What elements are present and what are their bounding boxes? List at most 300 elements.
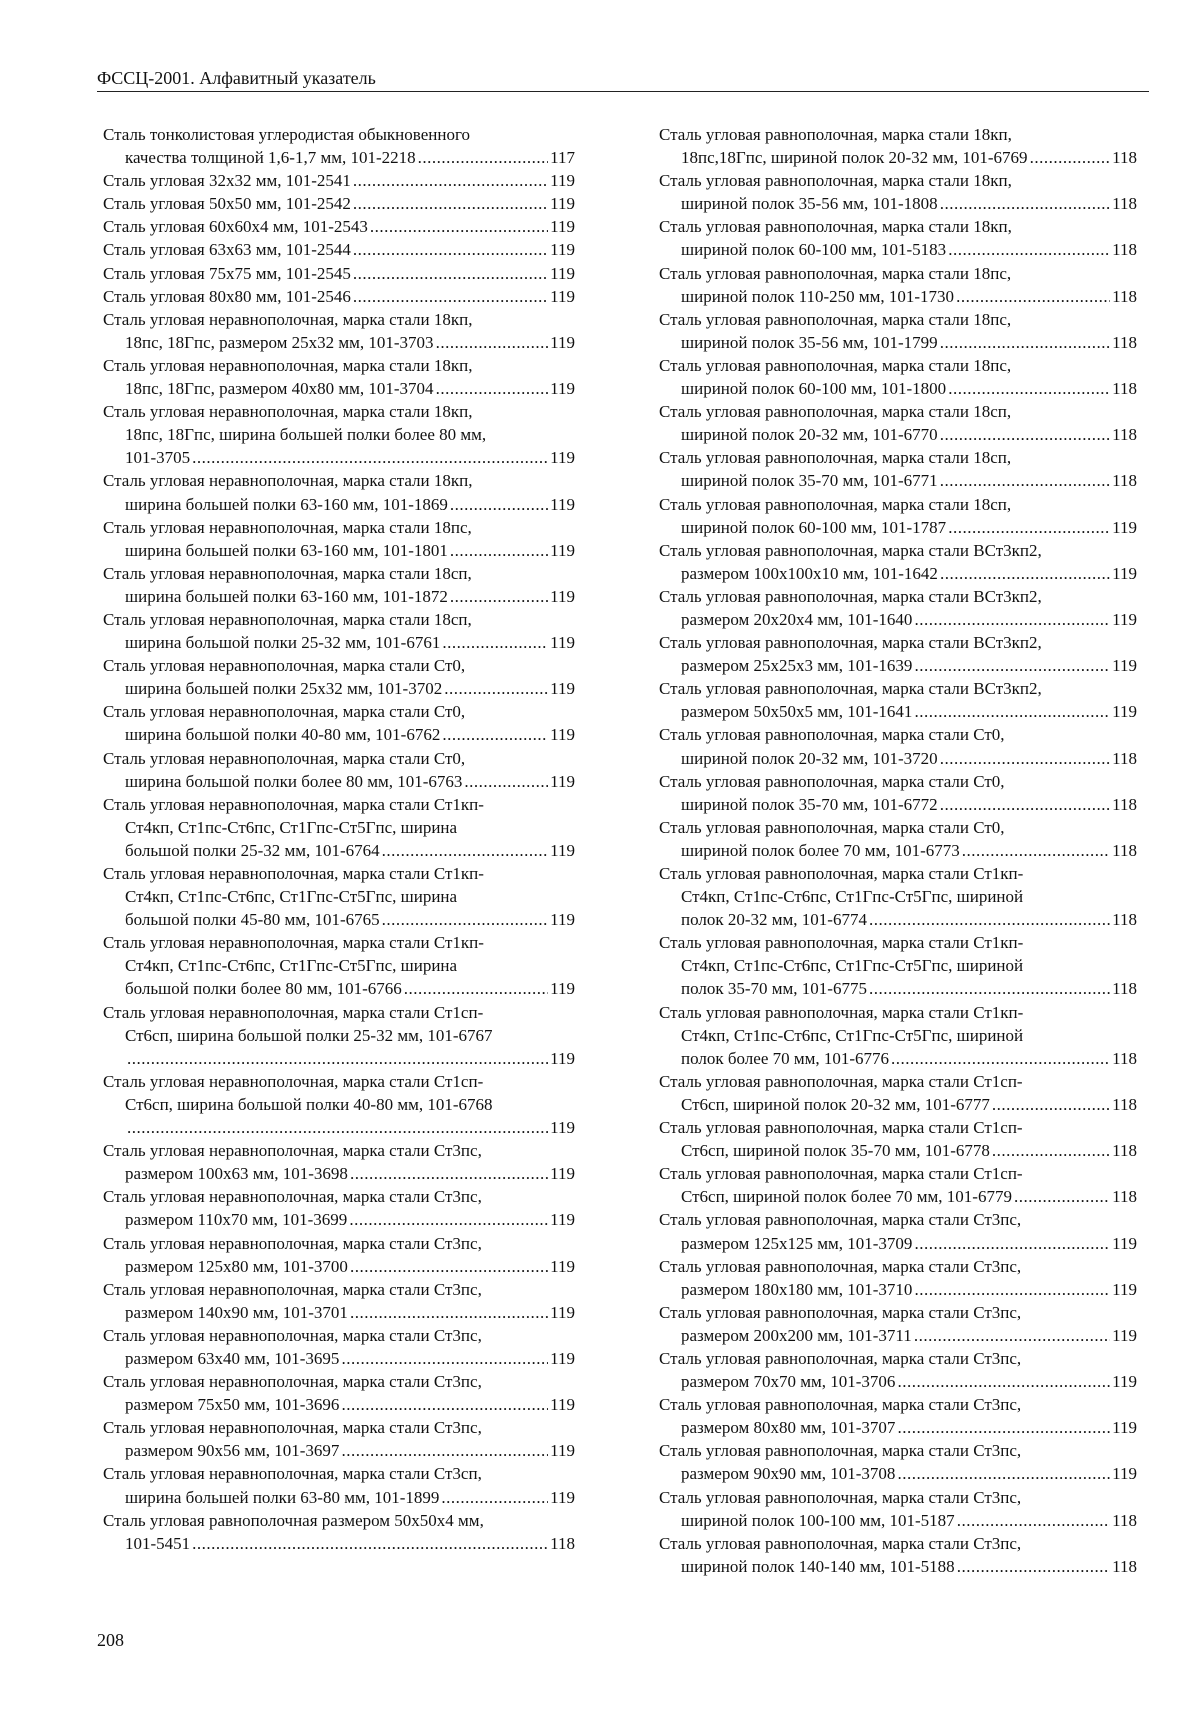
- page-reference: 119: [550, 263, 575, 283]
- index-entry-line: [103, 631, 575, 654]
- index-entry-text: ширина большей полки 63-160 мм, 101-1869: [125, 494, 448, 514]
- index-entry: [103, 1370, 575, 1416]
- dot-leader: [464, 770, 548, 793]
- index-entry-line: [103, 747, 575, 770]
- index-entry-text: Сталь угловая равнополочная, марка стали Ст0,: [659, 817, 1005, 837]
- index-entry-line: [659, 262, 1137, 285]
- index-entry: [659, 862, 1137, 931]
- index-entry: [103, 1509, 575, 1555]
- index-entry-line: [103, 1024, 575, 1047]
- index-entry: [103, 308, 575, 354]
- index-entry-text: Сталь угловая равнополочная, марка стали 18пс,: [659, 309, 1012, 329]
- index-entry-line: [659, 931, 1137, 954]
- page-reference: 119: [550, 286, 575, 306]
- dot-leader: [940, 562, 1110, 585]
- index-entry: [659, 1162, 1137, 1208]
- index-entry-text: Ст6сп, ширина большой полки 25-32 мм, 101-6767: [125, 1025, 493, 1045]
- index-column-right: [659, 123, 1137, 1578]
- index-entry-text: качества толщиной 1,6-1,7 мм, 101-2218: [125, 148, 416, 168]
- page-reference: 119: [550, 771, 575, 791]
- dot-leader: [1030, 146, 1111, 169]
- index-entry-line: [659, 1416, 1137, 1439]
- dot-leader: [1014, 1185, 1110, 1208]
- page-reference: 119: [1112, 609, 1137, 629]
- index-entry-line: [659, 1370, 1137, 1393]
- dot-leader: [192, 1532, 548, 1555]
- index-entry-text: размером 100х63 мм, 101-3698: [125, 1164, 348, 1184]
- index-entry-text: Сталь угловая равнополочная, марка стали Ст0,: [659, 725, 1005, 745]
- dot-leader: [897, 1370, 1110, 1393]
- page-reference: 118: [1112, 840, 1137, 860]
- dot-leader: [382, 908, 548, 931]
- index-entry: [103, 400, 575, 469]
- index-entry-text: Сталь угловая неравнополочная, марка стали Ст3пс,: [103, 1418, 482, 1438]
- index-entry-text: ширина большой полки 25-32 мм, 101-6761: [125, 633, 441, 653]
- index-entry-line: [659, 723, 1137, 746]
- index-entry-text: шириной полок 60-100 мм, 101-1800: [681, 379, 947, 399]
- page-reference: 119: [550, 171, 575, 191]
- index-entry-text: шириной полок более 70 мм, 101-6773: [681, 840, 960, 860]
- index-entry-line: [103, 423, 575, 446]
- index-entry-line: [103, 1370, 575, 1393]
- page-reference: 118: [1112, 240, 1137, 260]
- index-entry-text: шириной полок 35-70 мм, 101-6771: [681, 471, 938, 491]
- index-entry-text: Сталь угловая равнополочная, марка стали 18кп,: [659, 125, 1012, 144]
- dot-leader: [353, 192, 548, 215]
- page-reference: 119: [550, 379, 575, 399]
- index-entry: [659, 1208, 1137, 1254]
- dot-leader: [436, 377, 549, 400]
- index-entry-line: [659, 400, 1137, 423]
- dot-leader: [442, 723, 548, 746]
- page-reference: 118: [1112, 286, 1137, 306]
- index-entry-text: Сталь угловая равнополочная, марка стали 18пс,: [659, 263, 1012, 283]
- index-entry-line: [103, 816, 575, 839]
- index-entry-text: Сталь угловая равнополочная, марка стали ВСт3кп2,: [659, 586, 1042, 606]
- index-entry-line: [103, 308, 575, 331]
- index-entry: [659, 262, 1137, 308]
- index-entry-line: [659, 446, 1137, 469]
- index-entry: [103, 562, 575, 608]
- index-entry-line: [659, 1255, 1137, 1278]
- page-reference: 118: [1112, 1094, 1137, 1114]
- index-entry-text: Сталь угловая неравнополочная, марка стали 18сп,: [103, 563, 472, 583]
- index-entry-text: Ст6сп, шириной полок 20-32 мм, 101-6777: [681, 1094, 990, 1114]
- dot-leader: [957, 1555, 1110, 1578]
- index-entry-line: [103, 770, 575, 793]
- index-entry-text: размером 90х56 мм, 101-3697: [125, 1441, 340, 1461]
- index-entry-text: размером 63х40 мм, 101-3695: [125, 1348, 340, 1368]
- dot-leader: [940, 423, 1110, 446]
- index-entry-line: [103, 839, 575, 862]
- index-entry-line: [103, 562, 575, 585]
- index-entry-line: [103, 862, 575, 885]
- index-entry-text: размером 125х80 мм, 101-3700: [125, 1256, 348, 1276]
- index-entry-text: ширина большой полки 40-80 мм, 101-6762: [125, 725, 441, 745]
- dot-leader: [450, 493, 548, 516]
- page-reference: 119: [550, 1302, 575, 1322]
- index-entry-text: 101-5451: [125, 1533, 191, 1553]
- index-entry-line: [103, 446, 575, 469]
- header-title: ФССЦ-2001. Алфавитный указатель: [97, 68, 376, 88]
- index-entry: [103, 931, 575, 1000]
- index-entry-text: полок более 70 мм, 101-6776: [681, 1048, 890, 1068]
- index-entry-line: [659, 793, 1137, 816]
- index-entry-text: Сталь угловая 60х60х4 мм, 101-2543: [103, 217, 368, 237]
- index-entry-line: [659, 1555, 1137, 1578]
- index-entry-text: размером 125х125 мм, 101-3709: [681, 1233, 913, 1253]
- dot-leader: [914, 1324, 1110, 1347]
- index-entry-line: [659, 539, 1137, 562]
- dot-leader: [962, 839, 1110, 862]
- index-entry-line: [659, 1532, 1137, 1555]
- index-entry-text: Сталь угловая равнополочная, марка стали Ст3пс,: [659, 1395, 1022, 1415]
- index-entry: [659, 169, 1137, 215]
- index-entry: [103, 608, 575, 654]
- index-entry-line: [103, 1324, 575, 1347]
- index-entry-text: Сталь угловая неравнополочная, марка стали Ст3пс,: [103, 1141, 482, 1161]
- index-entry: [103, 192, 575, 215]
- index-entry: [103, 123, 575, 169]
- index-entry-text: Ст4кп, Ст1пс-Ст6пс, Ст1Гпс-Ст5Гпс, ширина: [125, 887, 458, 907]
- index-entry-text: Сталь угловая неравнополочная, марка стали Ст3пс,: [103, 1325, 482, 1345]
- index-entry-text: 101-3705: [125, 448, 191, 468]
- dot-leader: [127, 1116, 548, 1139]
- index-entry-line: [659, 1093, 1137, 1116]
- dot-leader: [897, 1462, 1110, 1485]
- index-entry-text: Сталь угловая равнополочная, марка стали Ст3пс,: [659, 1441, 1022, 1461]
- index-entry-line: [103, 377, 575, 400]
- index-entry: [659, 931, 1137, 1000]
- index-entry: [103, 747, 575, 793]
- index-entry: [659, 400, 1137, 446]
- index-entry-text: Сталь угловая неравнополочная, марка стали Ст1сп-: [103, 1071, 484, 1091]
- index-entry-text: 18пс, 18Гпс, размером 25х32 мм, 101-3703: [125, 332, 434, 352]
- index-entry: [103, 1462, 575, 1508]
- index-entry-line: [659, 677, 1137, 700]
- page-reference: 118: [1112, 1048, 1137, 1068]
- index-entry-line: [659, 1486, 1137, 1509]
- index-entry-line: [659, 377, 1137, 400]
- index-entry-line: [659, 839, 1137, 862]
- index-entry: [103, 1185, 575, 1231]
- index-entry-line: [659, 493, 1137, 516]
- index-entry: [103, 169, 575, 192]
- page-reference: 119: [550, 194, 575, 214]
- page-reference: 119: [550, 494, 575, 514]
- index-entry: [659, 585, 1137, 631]
- index-entry-line: [103, 1070, 575, 1093]
- index-entry: [659, 493, 1137, 539]
- index-entry-text: Ст4кп, Ст1пс-Ст6пс, Ст1Гпс-Ст5Гпс, ширина: [125, 956, 458, 976]
- index-entry: [659, 1001, 1137, 1070]
- index-entry: [659, 723, 1137, 769]
- dot-leader: [442, 631, 548, 654]
- index-entry-line: [103, 1208, 575, 1231]
- index-entry-line: [659, 1185, 1137, 1208]
- index-entry-line: [103, 146, 575, 169]
- index-entry-text: Ст6сп, шириной полок 35-70 мм, 101-6778: [681, 1141, 990, 1161]
- index-entry-text: большой полки 25-32 мм, 101-6764: [125, 840, 380, 860]
- index-entry-text: Сталь угловая равнополочная, марка стали 18сп,: [659, 448, 1012, 468]
- dot-leader: [418, 146, 548, 169]
- index-entry-text: Сталь угловая 80х80 мм, 101-2546: [103, 286, 351, 306]
- dot-leader: [914, 1278, 1110, 1301]
- index-entry: [103, 700, 575, 746]
- page-reference: 118: [1112, 1141, 1137, 1161]
- index-entry-line: [103, 885, 575, 908]
- index-entry-line: [659, 354, 1137, 377]
- index-entry-text: Сталь угловая неравнополочная, марка стали 18кп,: [103, 309, 473, 329]
- page-reference: 118: [1112, 910, 1137, 930]
- dot-leader: [897, 1416, 1110, 1439]
- index-entry: [659, 1070, 1137, 1116]
- page-reference: 119: [1112, 1233, 1137, 1253]
- index-entry: [103, 469, 575, 515]
- page-reference: 118: [1112, 1187, 1137, 1207]
- index-entry-line: [103, 931, 575, 954]
- index-entry-line: [659, 631, 1137, 654]
- page-reference: 119: [1112, 1372, 1137, 1392]
- dot-leader: [869, 908, 1110, 931]
- index-entry-text: размером 140х90 мм, 101-3701: [125, 1302, 348, 1322]
- index-entry-line: [659, 585, 1137, 608]
- index-entry-line: [659, 908, 1137, 931]
- index-entry-text: Сталь угловая равнополочная, марка стали Ст1сп-: [659, 1164, 1023, 1184]
- index-entry-line: [103, 1162, 575, 1185]
- index-entry-line: [659, 331, 1137, 354]
- index-entry-text: Ст6сп, ширина большой полки 40-80 мм, 101-6768: [125, 1094, 493, 1114]
- index-entry-text: Сталь угловая неравнополочная, марка стали 18кп,: [103, 471, 473, 491]
- index-entry-line: [103, 908, 575, 931]
- page-reference: 118: [1112, 425, 1137, 445]
- index-entry: [659, 1439, 1137, 1485]
- index-entry-text: Сталь угловая равнополочная, марка стали 18сп,: [659, 494, 1012, 514]
- index-entry: [103, 262, 575, 285]
- index-entry-line: [103, 608, 575, 631]
- index-entry: [659, 1486, 1137, 1532]
- index-entry-line: [103, 677, 575, 700]
- index-entry-text: Сталь угловая неравнополочная, марка стали Ст0,: [103, 748, 466, 768]
- index-entry: [659, 1393, 1137, 1439]
- index-entry-line: [103, 954, 575, 977]
- page-reference: 119: [550, 217, 575, 237]
- page-reference: 119: [1112, 656, 1137, 676]
- dot-leader: [914, 654, 1110, 677]
- page-reference: 119: [550, 1210, 575, 1230]
- index-entry-text: шириной полок 110-250 мм, 101-1730: [681, 286, 955, 306]
- index-entry-text: шириной полок 60-100 мм, 101-1787: [681, 517, 947, 537]
- page-reference: 119: [550, 1164, 575, 1184]
- index-entry-line: [659, 1047, 1137, 1070]
- index-entry-text: 18пс,18Гпс, шириной полок 20-32 мм, 101-6769: [681, 148, 1028, 168]
- dot-leader: [127, 1047, 548, 1070]
- index-entry-text: Сталь угловая равнополочная, марка стали Ст1сп-: [659, 1071, 1023, 1091]
- dot-leader: [891, 1047, 1110, 1070]
- index-entry-text: полок 35-70 мм, 101-6775: [681, 979, 867, 999]
- index-entry-line: [659, 1509, 1137, 1532]
- running-header: [97, 67, 1149, 92]
- index-entry-text: Сталь угловая неравнополочная, марка стали Ст1кп-: [103, 794, 484, 814]
- index-entry-line: [103, 1439, 575, 1462]
- index-entry: [103, 215, 575, 238]
- index-entry-text: полок 20-32 мм, 101-6774: [681, 910, 867, 930]
- dot-leader: [948, 516, 1110, 539]
- index-entry-line: [659, 1439, 1137, 1462]
- index-entry-line: [659, 238, 1137, 261]
- index-entry: [103, 516, 575, 562]
- index-entry-line: [103, 1347, 575, 1370]
- index-entry-text: Сталь угловая неравнополочная, марка стали 18кп,: [103, 355, 473, 375]
- index-entry: [103, 285, 575, 308]
- dot-leader: [350, 1255, 548, 1278]
- index-entry-text: Сталь угловая неравнополочная, марка стали 18пс,: [103, 517, 472, 537]
- index-entry-text: размером 75х50 мм, 101-3696: [125, 1395, 340, 1415]
- index-entry-text: Сталь угловая равнополочная, марка стали Ст3пс,: [659, 1487, 1022, 1507]
- index-entry: [659, 1347, 1137, 1393]
- index-entry-line: [103, 1255, 575, 1278]
- index-entry-line: [659, 862, 1137, 885]
- index-entry-line: [659, 1208, 1137, 1231]
- index-entry-text: Сталь угловая неравнополочная, марка стали 18сп,: [103, 609, 472, 629]
- index-entry-line: [103, 1001, 575, 1024]
- page-reference: 119: [550, 540, 575, 560]
- index-entry-line: [659, 285, 1137, 308]
- index-entry-line: [103, 262, 575, 285]
- index-entry-line: [103, 1509, 575, 1532]
- index-entry-text: шириной полок 35-56 мм, 101-1799: [681, 332, 938, 352]
- index-entry-text: Сталь угловая неравнополочная, марка стали Ст3пс,: [103, 1233, 482, 1253]
- page-reference: 119: [550, 1348, 575, 1368]
- index-entry-line: [103, 1185, 575, 1208]
- index-entry-line: [103, 1416, 575, 1439]
- index-entry: [103, 1139, 575, 1185]
- index-entry: [659, 816, 1137, 862]
- page-reference: 118: [1112, 979, 1137, 999]
- index-entry-text: большой полки более 80 мм, 101-6766: [125, 979, 402, 999]
- index-entry-line: [103, 1393, 575, 1416]
- index-entry-text: Сталь угловая неравнополочная, марка стали Ст3пс,: [103, 1279, 482, 1299]
- page-reference: 118: [550, 1533, 575, 1553]
- index-entry-line: [659, 1139, 1137, 1162]
- page-reference: 119: [1112, 1464, 1137, 1484]
- page-reference: 118: [1112, 194, 1137, 214]
- dot-leader: [404, 977, 548, 1000]
- index-entry-line: [103, 331, 575, 354]
- index-entry-text: Сталь тонколистовая углеродистая обыкновенного: [103, 125, 470, 144]
- page-reference: 119: [1112, 1418, 1137, 1438]
- index-entry-text: Ст6сп, шириной полок более 70 мм, 101-6779: [681, 1187, 1012, 1207]
- index-entry-text: ширина большей полки 63-160 мм, 101-1872: [125, 586, 448, 606]
- dot-leader: [914, 608, 1110, 631]
- index-entry-text: размером 80х80 мм, 101-3707: [681, 1418, 896, 1438]
- dot-leader: [444, 677, 548, 700]
- index-entry-text: Сталь угловая равнополочная, марка стали Ст1кп-: [659, 864, 1024, 883]
- index-entry-line: [103, 1139, 575, 1162]
- dot-leader: [350, 1301, 548, 1324]
- dot-leader: [441, 1486, 548, 1509]
- index-entry-text: Сталь угловая равнополочная, марка стали Ст1сп-: [659, 1118, 1023, 1138]
- page-reference: 119: [550, 586, 575, 606]
- index-entry-line: [659, 700, 1137, 723]
- index-entry-text: ширина большей полки 63-80 мм, 101-1899: [125, 1487, 440, 1507]
- index-entry-text: шириной полок 100-100 мм, 101-5187: [681, 1510, 955, 1530]
- index-entry-line: [103, 354, 575, 377]
- page-reference: 118: [1112, 379, 1137, 399]
- index-entry-text: шириной полок 20-32 мм, 101-6770: [681, 425, 938, 445]
- index-entry-line: [659, 770, 1137, 793]
- index-entry-line: [659, 123, 1137, 146]
- index-entry-line: [103, 1486, 575, 1509]
- index-column-left: [103, 123, 575, 1555]
- index-entry-text: Сталь угловая 63х63 мм, 101-2544: [103, 240, 351, 260]
- index-entry-line: [103, 585, 575, 608]
- index-entry-line: [659, 469, 1137, 492]
- index-entry-text: размером 25х25х3 мм, 101-1639: [681, 656, 913, 676]
- page-reference: 119: [550, 332, 575, 352]
- index-entry-line: [659, 1347, 1137, 1370]
- index-entry-line: [103, 516, 575, 539]
- index-entry: [659, 354, 1137, 400]
- index-entry: [659, 1301, 1137, 1347]
- index-entry-line: [659, 816, 1137, 839]
- dot-leader: [869, 977, 1110, 1000]
- page-reference: 119: [1112, 563, 1137, 583]
- index-entry-text: Сталь угловая равнополочная, марка стали ВСт3кп2,: [659, 540, 1042, 560]
- page-reference: 118: [1112, 748, 1137, 768]
- dot-leader: [341, 1393, 548, 1416]
- index-entry-text: Сталь угловая равнополочная, марка стали Ст3пс,: [659, 1302, 1022, 1322]
- dot-leader: [382, 839, 548, 862]
- index-entry-text: Сталь угловая равнополочная, марка стали Ст3пс,: [659, 1256, 1022, 1276]
- page-reference: 119: [1112, 1325, 1137, 1345]
- dot-leader: [192, 446, 548, 469]
- index-entry-text: Сталь угловая неравнополочная, марка стали Ст3пс,: [103, 1187, 482, 1207]
- page-reference: 119: [1112, 517, 1137, 537]
- dot-leader: [940, 331, 1110, 354]
- index-entry: [103, 1070, 575, 1139]
- dot-leader: [341, 1439, 548, 1462]
- index-entry-line: [103, 123, 575, 146]
- index-entry-text: размером 110х70 мм, 101-3699: [125, 1210, 348, 1230]
- index-entry: [103, 354, 575, 400]
- index-entry: [659, 1532, 1137, 1578]
- page-reference: 119: [550, 910, 575, 930]
- index-entry: [103, 238, 575, 261]
- index-entry-text: ширина большей полки 63-160 мм, 101-1801: [125, 540, 448, 560]
- dot-leader: [940, 469, 1110, 492]
- page-reference: 117: [550, 148, 575, 168]
- index-entry-text: шириной полок 35-70 мм, 101-6772: [681, 794, 938, 814]
- index-entry-line: [659, 654, 1137, 677]
- page-reference: 118: [1112, 1510, 1137, 1530]
- index-entry-line: [659, 562, 1137, 585]
- index-entry-line: [103, 192, 575, 215]
- dot-leader: [992, 1139, 1110, 1162]
- page-reference: 118: [1112, 794, 1137, 814]
- dot-leader: [956, 285, 1110, 308]
- index-entry-line: [103, 1232, 575, 1255]
- index-entry-line: [659, 1024, 1137, 1047]
- dot-leader: [353, 238, 548, 261]
- index-entry-text: 18пс, 18Гпс, ширина большей полки более 80 мм,: [125, 425, 487, 445]
- index-entry-text: шириной полок 140-140 мм, 101-5188: [681, 1556, 955, 1576]
- index-entry-line: [103, 1301, 575, 1324]
- dot-leader: [914, 700, 1110, 723]
- index-entry-text: Ст4кп, Ст1пс-Ст6пс, Ст1Гпс-Ст5Гпс, шириной: [681, 887, 1024, 907]
- page-reference: 119: [550, 1487, 575, 1507]
- index-entry: [659, 1255, 1137, 1301]
